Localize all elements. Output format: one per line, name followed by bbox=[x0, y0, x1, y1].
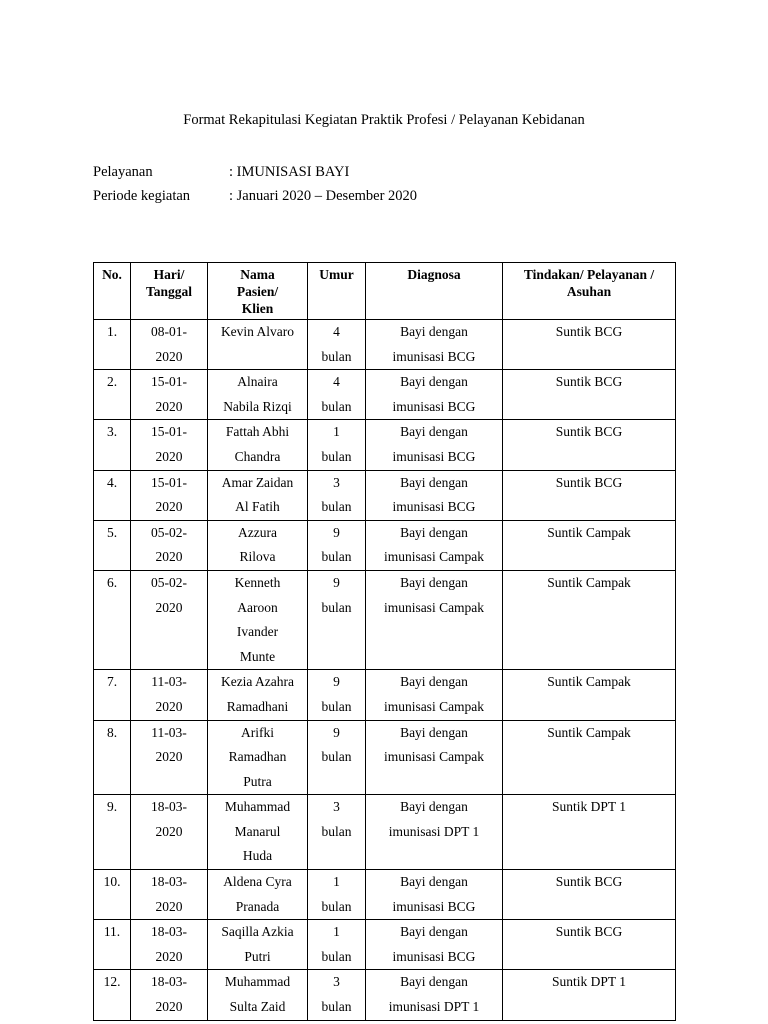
cell-age: 3 bulan bbox=[308, 970, 366, 1020]
table-header-row bbox=[94, 263, 676, 320]
meta-period-label: Periode kegiatan bbox=[93, 188, 191, 204]
cell-diagnosis: Bayi dengan imunisasi Campak bbox=[366, 720, 503, 795]
cell-patient-name: Kezia Azahra Ramadhani bbox=[208, 670, 308, 720]
cell-no: 8. bbox=[94, 720, 131, 795]
table-row bbox=[94, 970, 676, 1020]
header-diagnosis: Diagnosa bbox=[366, 263, 503, 320]
cell-age: 9 bulan bbox=[308, 520, 366, 570]
cell-age: 1 bulan bbox=[308, 870, 366, 920]
cell-patient-name: Saqilla Azkia Putri bbox=[208, 920, 308, 970]
cell-patient-name: Muhammad Manarul Huda bbox=[208, 795, 308, 870]
table-row bbox=[94, 320, 676, 370]
cell-date: 15-01- 2020 bbox=[131, 420, 208, 470]
cell-date: 18-03- 2020 bbox=[131, 970, 208, 1020]
header-action: Tindakan/ Pelayanan / Asuhan bbox=[503, 263, 676, 320]
cell-no: 6. bbox=[94, 570, 131, 669]
cell-age: 1 bulan bbox=[308, 920, 366, 970]
table-row bbox=[94, 470, 676, 520]
meta-period-value: : Januari 2020 – Desember 2020 bbox=[229, 188, 418, 204]
cell-age: 9 bulan bbox=[308, 720, 366, 795]
cell-patient-name: Fattah Abhi Chandra bbox=[208, 420, 308, 470]
cell-no: 7. bbox=[94, 670, 131, 720]
table-row bbox=[94, 720, 676, 795]
cell-date: 08-01- 2020 bbox=[131, 320, 208, 370]
cell-action: Suntik Campak bbox=[503, 670, 676, 720]
cell-diagnosis: Bayi dengan imunisasi BCG bbox=[366, 920, 503, 970]
cell-action: Suntik Campak bbox=[503, 720, 676, 795]
meta-period-row bbox=[93, 188, 417, 205]
header-no: No. bbox=[94, 263, 131, 320]
cell-diagnosis: Bayi dengan imunisasi BCG bbox=[366, 320, 503, 370]
cell-date: 15-01- 2020 bbox=[131, 470, 208, 520]
cell-date: 18-03- 2020 bbox=[131, 870, 208, 920]
table-row bbox=[94, 920, 676, 970]
cell-age: 9 bulan bbox=[308, 570, 366, 669]
cell-date: 05-02- 2020 bbox=[131, 570, 208, 669]
cell-diagnosis: Bayi dengan imunisasi BCG bbox=[366, 470, 503, 520]
cell-date: 15-01- 2020 bbox=[131, 370, 208, 420]
cell-action: Suntik DPT 1 bbox=[503, 795, 676, 870]
cell-no: 12. bbox=[94, 970, 131, 1020]
cell-diagnosis: Bayi dengan imunisasi Campak bbox=[366, 520, 503, 570]
table-row bbox=[94, 795, 676, 870]
cell-patient-name: Aldena Cyra Pranada bbox=[208, 870, 308, 920]
cell-age: 1 bulan bbox=[308, 420, 366, 470]
cell-patient-name: Azzura Rilova bbox=[208, 520, 308, 570]
cell-action: Suntik BCG bbox=[503, 920, 676, 970]
cell-age: 4 bulan bbox=[308, 370, 366, 420]
cell-patient-name: Alnaira Nabila Rizqi bbox=[208, 370, 308, 420]
header-age: Umur bbox=[308, 263, 366, 320]
cell-no: 11. bbox=[94, 920, 131, 970]
cell-date: 11-03- 2020 bbox=[131, 720, 208, 795]
cell-age: 4 bulan bbox=[308, 320, 366, 370]
cell-action: Suntik Campak bbox=[503, 520, 676, 570]
cell-no: 5. bbox=[94, 520, 131, 570]
page-title: Format Rekapitulasi Kegiatan Praktik Profesi / Pelayanan Kebidanan bbox=[183, 112, 585, 128]
cell-action: Suntik Campak bbox=[503, 570, 676, 669]
cell-no: 2. bbox=[94, 370, 131, 420]
cell-no: 3. bbox=[94, 420, 131, 470]
cell-age: 3 bulan bbox=[308, 470, 366, 520]
meta-service-row bbox=[93, 164, 349, 181]
header-patient-name: Nama Pasien/ Klien bbox=[208, 263, 308, 320]
cell-date: 05-02- 2020 bbox=[131, 520, 208, 570]
meta-service-value: : IMUNISASI BAYI bbox=[229, 164, 350, 180]
meta-service-label: Pelayanan bbox=[93, 164, 153, 180]
cell-age: 3 bulan bbox=[308, 795, 366, 870]
cell-no: 9. bbox=[94, 795, 131, 870]
cell-age: 9 bulan bbox=[308, 670, 366, 720]
cell-diagnosis: Bayi dengan imunisasi DPT 1 bbox=[366, 970, 503, 1020]
table-row bbox=[94, 570, 676, 669]
cell-action: Suntik BCG bbox=[503, 370, 676, 420]
table-row bbox=[94, 420, 676, 470]
cell-action: Suntik BCG bbox=[503, 470, 676, 520]
cell-patient-name: Kevin Alvaro bbox=[208, 320, 308, 370]
cell-patient-name: Muhammad Sulta Zaid bbox=[208, 970, 308, 1020]
table-row bbox=[94, 520, 676, 570]
cell-diagnosis: Bayi dengan imunisasi BCG bbox=[366, 420, 503, 470]
cell-patient-name: Amar Zaidan Al Fatih bbox=[208, 470, 308, 520]
cell-diagnosis: Bayi dengan imunisasi DPT 1 bbox=[366, 795, 503, 870]
cell-no: 1. bbox=[94, 320, 131, 370]
table-row bbox=[94, 870, 676, 920]
cell-date: 11-03- 2020 bbox=[131, 670, 208, 720]
cell-diagnosis: Bayi dengan imunisasi Campak bbox=[366, 570, 503, 669]
cell-diagnosis: Bayi dengan imunisasi BCG bbox=[366, 370, 503, 420]
cell-patient-name: Arifki Ramadhan Putra bbox=[208, 720, 308, 795]
cell-action: Suntik BCG bbox=[503, 870, 676, 920]
header-date: Hari/ Tanggal bbox=[131, 263, 208, 320]
cell-no: 4. bbox=[94, 470, 131, 520]
cell-date: 18-03- 2020 bbox=[131, 795, 208, 870]
table-body bbox=[94, 320, 676, 1021]
table-row bbox=[94, 370, 676, 420]
cell-patient-name: Kenneth Aaroon Ivander Munte bbox=[208, 570, 308, 669]
cell-action: Suntik BCG bbox=[503, 320, 676, 370]
cell-action: Suntik BCG bbox=[503, 420, 676, 470]
cell-date: 18-03- 2020 bbox=[131, 920, 208, 970]
cell-diagnosis: Bayi dengan imunisasi Campak bbox=[366, 670, 503, 720]
cell-no: 10. bbox=[94, 870, 131, 920]
cell-action: Suntik DPT 1 bbox=[503, 970, 676, 1020]
table-row bbox=[94, 670, 676, 720]
recap-table bbox=[93, 262, 676, 1021]
cell-diagnosis: Bayi dengan imunisasi BCG bbox=[366, 870, 503, 920]
